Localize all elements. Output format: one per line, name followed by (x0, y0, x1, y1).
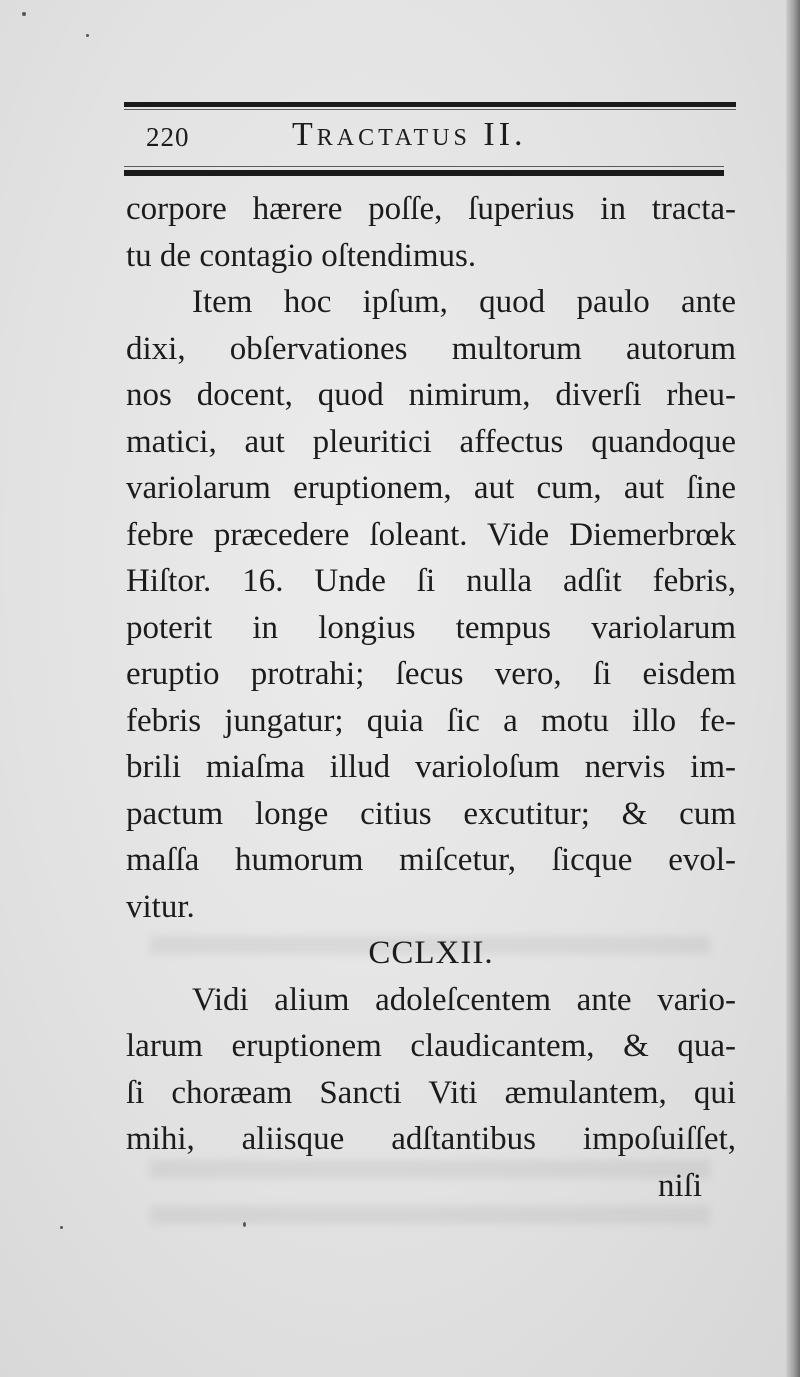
text-line: vitur. (126, 888, 195, 925)
text-line: Item hoc ipſum, quod paulo ante (192, 284, 736, 320)
text-line: tu de contagio oſtendimus. (126, 237, 477, 274)
body-text (126, 186, 736, 1209)
text-line: febre præcedere ſoleant. Vide Diemerbrœk (126, 516, 736, 553)
text-line: Vidi alium adoleſcentem ante vario- (192, 981, 736, 1018)
text-line: Hiſtor. 16. Unde ſi nulla adſit febris, (126, 563, 736, 599)
text-line: dixi, obſervationes multorum autorum (126, 330, 736, 367)
paper-speck (60, 1226, 63, 1229)
text-line: febris jungatur; quia ſic a motu illo fe- (126, 702, 736, 739)
text-line: variolarum eruptionem, aut cum, aut ſine (126, 470, 736, 506)
text-line: corpore hærere poſſe, ſuperius in tracta- (126, 191, 736, 227)
header-rule-thin (124, 109, 736, 110)
text-line: larum eruptionem claudicantem, & qua- (126, 1028, 736, 1064)
running-title: Tractatus II. (292, 116, 527, 153)
text-line: brili miaſma illud varioloſum nervis im- (126, 749, 736, 785)
paper-speck (22, 12, 26, 16)
section-heading: CCLXII. (368, 935, 494, 971)
page-edge-shadow (786, 0, 800, 1377)
page-number: 220 (146, 122, 190, 152)
text-line: matici, aut pleuritici affectus quandoque (126, 423, 736, 460)
text-line: ſi choræam Sancti Viti æmulantem, qui (126, 1074, 736, 1111)
text-line: eruptio protrahi; ſecus vero, ſi eisdem (126, 656, 736, 692)
catchword: niſi (657, 1167, 702, 1204)
text-line: mihi, aliisque adſtantibus impoſuiſſet, (126, 1121, 736, 1157)
text-line: nos docent, quod nimirum, diverſi rheu- (126, 377, 736, 413)
paper-speck (86, 34, 89, 37)
running-head (124, 112, 736, 164)
header-rule-thin-lower (124, 166, 724, 167)
text-line: poterit in longius tempus variolarum (126, 609, 736, 646)
header-rule-thick-lower (124, 170, 724, 176)
text-line: pactum longe citius excutitur; & cum (126, 795, 736, 832)
header-rule-thick (124, 102, 736, 107)
text-line: maſſa humorum miſcetur, ſicque evol- (126, 842, 736, 878)
